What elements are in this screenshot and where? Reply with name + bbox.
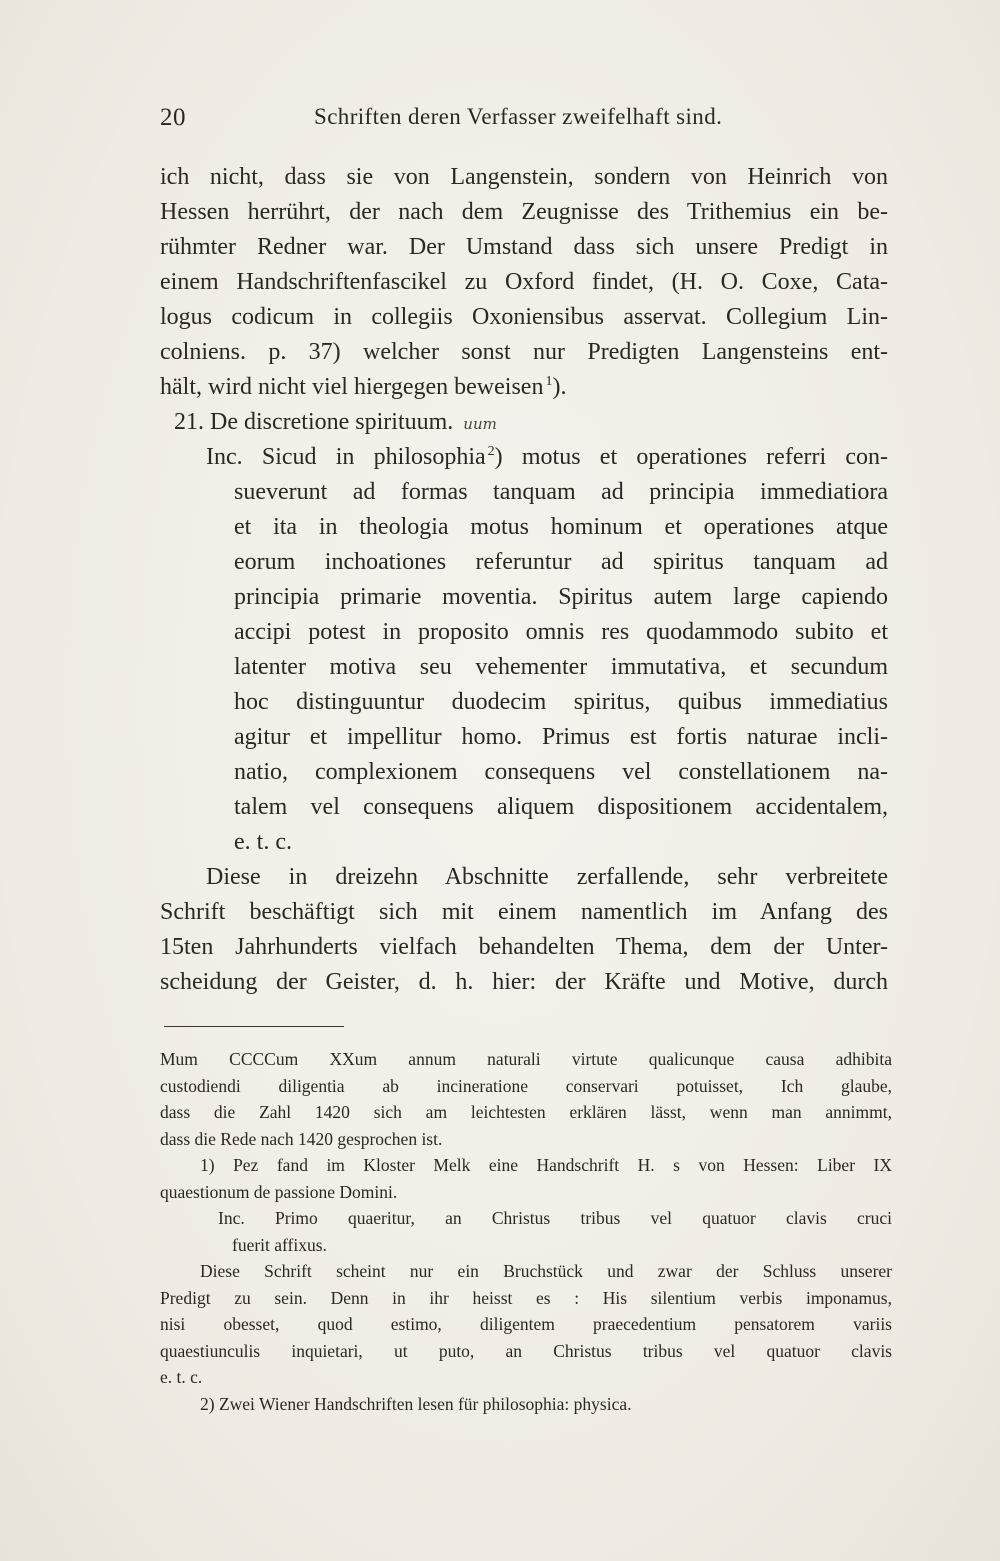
quote-line: natio, complexionem consequens vel constellationem na- xyxy=(234,759,888,785)
footnote-2: 2) Zwei Wiener Handschriften lesen für philosophia: physica. xyxy=(200,1393,632,1414)
main-text xyxy=(160,160,888,1000)
text-fragment: ) motus et operationes referri con- xyxy=(494,444,888,470)
text-line: Diese in dreizehn Abschnitte zerfallende, sehr verbreitete xyxy=(206,864,888,890)
quote-line: accipi potest in proposito omnis res quodammodo subito et xyxy=(234,619,888,645)
footnote-incipit: Inc. Primo quaeritur, an Christus tribus vel quatuor clavis cruci xyxy=(218,1208,892,1228)
text-line: scheidung der Geister, d. h. hier: der Kräfte und Motive, durch xyxy=(160,969,888,995)
quote-line: e. t. c. xyxy=(234,829,292,855)
text-line-last xyxy=(160,370,888,405)
footnote-1: 1) Pez fand im Kloster Melk eine Handschrift H. s von Hessen: Liber IX xyxy=(200,1155,892,1175)
footnote-line: e. t. c. xyxy=(160,1367,203,1387)
quote-line: principia primarie moventia. Spiritus autem large capiendo xyxy=(234,584,888,610)
item-heading xyxy=(160,405,888,440)
text-fragment: Inc. Sicud in philosophia xyxy=(206,444,486,470)
quote-line: hoc distinguuntur duodecim spiritus, quibus immediatius xyxy=(234,689,888,715)
quote-line: et ita in theologia motus hominum et operationes atque xyxy=(234,514,888,540)
quote-line: sueverunt ad formas tanquam ad principia immediatiora xyxy=(234,479,888,505)
footnote-line: quaestionum de passione Domini. xyxy=(160,1181,398,1202)
text-line: Hessen herrührt, der nach dem Zeugnisse des Trithemius ein be- xyxy=(160,199,888,225)
footnote-incipit: fuerit affixus. xyxy=(232,1234,327,1255)
footnote-line: nisi obesset, quod estimo, diligentem praecedentium pensatorem variis xyxy=(160,1314,892,1334)
text-line: Schrift beschäftigt sich mit einem namentlich im Anfang des xyxy=(160,899,888,925)
text-line: ich nicht, dass sie von Langenstein, sondern von Heinrich von xyxy=(160,164,888,190)
footnote-line: quaestiunculis inquietari, ut puto, an Christus tribus vel quatuor clavis xyxy=(160,1340,892,1361)
footnote-line: dass die Rede nach 1420 gesprochen ist. xyxy=(160,1128,443,1149)
quote-line: agitur et impellitur homo. Primus est fortis naturae incli- xyxy=(234,724,888,750)
text-line: 15ten Jahrhunderts vielfach behandelten Thema, dem der Unter- xyxy=(160,934,888,960)
text-fragment: ). xyxy=(552,374,567,400)
running-head: Schriften deren Verfasser zweifelhaft sind. xyxy=(314,104,723,129)
item-heading-text: 21. De discretione spirituum. xyxy=(174,409,454,435)
footnote-line: custodiendi diligentia ab incineratione conservari potuisset, Ich glaube, xyxy=(160,1075,892,1096)
footnote-ref-2: 2 xyxy=(487,444,495,459)
text-line: rühmter Redner war. Der Umstand dass sich unsere Predigt in xyxy=(160,234,888,260)
text-line: colniens. p. 37) welcher sonst nur Predigten Langensteins ent- xyxy=(160,339,888,365)
text-line: logus codicum in collegiis Oxoniensibus asservat. Collegium Lin- xyxy=(160,304,888,330)
page-number: 20 xyxy=(160,104,186,131)
text-line: einem Handschriftenfascikel zu Oxford findet, (H. O. Coxe, Cata- xyxy=(160,269,888,295)
quote-line: latenter motiva seu vehementer immutativa, et secundum xyxy=(234,654,888,680)
page-header xyxy=(160,104,890,138)
footnote-line: dass die Zahl 1420 sich am leichtesten erklären lässt, wenn man annimmt, xyxy=(160,1102,892,1122)
footnote-divider xyxy=(164,1026,344,1027)
quote-line: talem vel consequens aliquem dispositionem accidentalem, xyxy=(234,794,888,820)
incipit-line xyxy=(160,440,888,475)
footnote-line: Mum CCCCum XXum annum naturali virtute qualicunque causa adhibita xyxy=(160,1049,892,1069)
footnote-line: Diese Schrift scheint nur ein Bruchstück und zwar der Schluss unserer xyxy=(200,1261,892,1281)
footnotes xyxy=(160,1046,892,1417)
text-fragment: hält, wird nicht viel hiergegen beweisen xyxy=(160,374,544,400)
footnote-ref-1: 1 xyxy=(545,374,553,389)
quote-line: eorum inchoationes referuntur ad spiritus tanquam ad xyxy=(234,549,888,575)
footnote-line: Predigt zu sein. Denn in ihr heisst es : His silentium verbis imponamus, xyxy=(160,1287,892,1308)
handwritten-annotation: uum xyxy=(463,415,497,433)
